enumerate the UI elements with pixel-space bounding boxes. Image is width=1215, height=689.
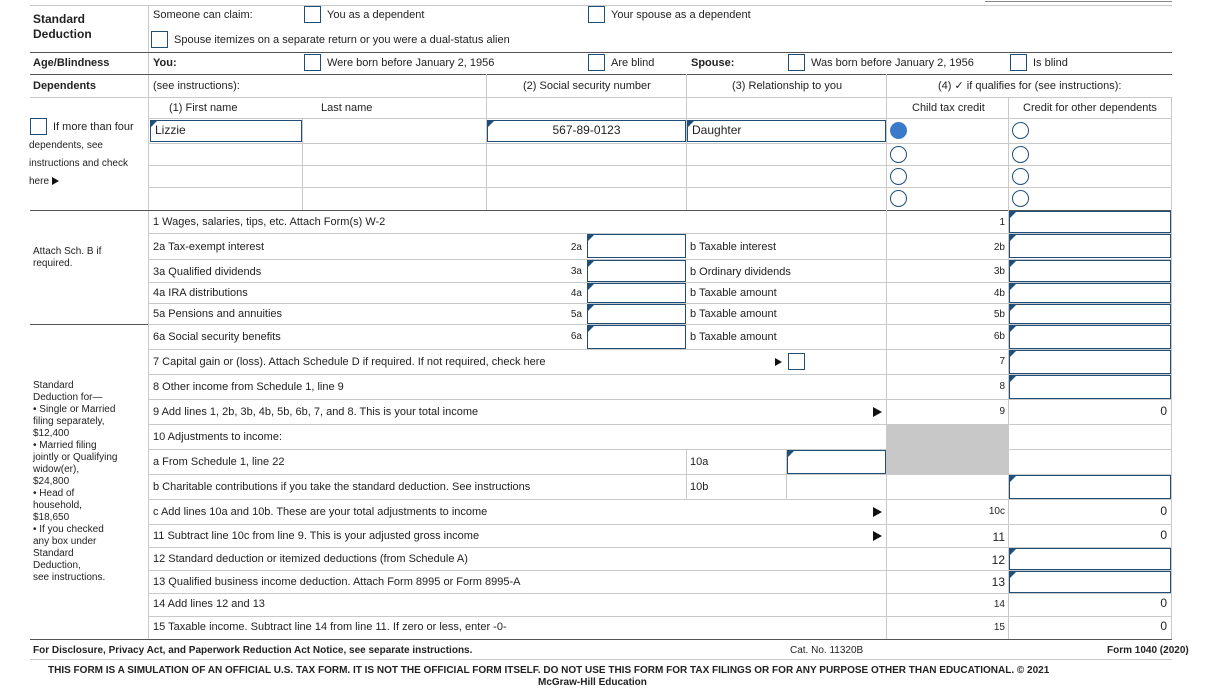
divider [886,74,887,640]
line-13-number: 13 [991,575,1005,589]
divider [985,1,1172,2]
arrow-right-icon [873,507,882,517]
shaded-cell [887,425,1008,474]
line-3a-label: 3a Qualified dividends [153,266,262,278]
arrow-right-icon [52,177,59,185]
line-2a-input[interactable] [587,234,686,258]
line-10a-input[interactable] [787,450,886,474]
line-10b-input[interactable] [1009,475,1171,499]
someone-can-claim-label: Someone can claim: [153,9,253,21]
dependent-2-other-credit-radio[interactable] [1012,146,1029,163]
line-3a-number: 3a [570,266,582,277]
standard-deduction-heading: Standard Deduction [33,12,92,41]
line-9-number: 9 [999,406,1005,417]
line-12-number: 12 [991,553,1005,567]
line-14-value: 0 [1160,596,1167,610]
line-15-number: 15 [993,622,1005,633]
standard-deduction-note: Standard Deduction for— • Single or Married filing separately, $12,400 • Married filing jointly or Qualifying widow(er), $24,800 • Head of household, $18,650 • If you checked any box under Standard Deduction, see instructions. [33,380,118,583]
line-10b-number: 10b [690,481,709,493]
you-as-dependent-checkbox[interactable] [304,6,321,23]
see-instructions-label: (see instructions): [153,80,240,92]
dependent-1-other-credit-radio[interactable] [1012,122,1029,139]
more-than-four-label: instructions and check [29,158,128,169]
divider [148,399,1172,400]
line-13-label: 13 Qualified business income deduction. Attach Form 8995 or Form 8995-A [153,576,521,588]
you-label: You: [153,57,177,69]
spouse-as-dependent-checkbox[interactable] [588,6,605,23]
you-as-dependent-label: You as a dependent [327,9,425,21]
spouse-label: Spouse: [691,57,735,69]
dependent-3-child-tax-credit-radio[interactable] [890,168,907,185]
divider [30,52,1172,53]
divider [686,74,687,210]
line-7-label: 7 Capital gain or (loss). Attach Schedule D if required. If not required, check here [153,356,546,368]
spouse-itemizes-checkbox[interactable] [151,31,168,48]
dependent-1-relationship-input[interactable]: Daughter [687,120,886,142]
dependent-4-child-tax-credit-radio[interactable] [890,190,907,207]
spouse-born-before-checkbox[interactable] [788,54,805,71]
line-10c-label: c Add lines 10a and 10b. These are your total adjustments to income [153,506,488,518]
line-5b-number: 5b [993,309,1005,320]
line-10a-number: 10a [690,456,709,468]
line-2b-input[interactable] [1009,234,1171,258]
child-tax-credit-header: Child tax credit [912,102,985,114]
attach-schedule-b-note: Attach Sch. B if required. [33,246,102,269]
line-14-label: 14 Add lines 12 and 13 [153,598,265,610]
line-7-capital-gain-checkbox[interactable] [788,353,805,370]
line-4a-label: 4a IRA distributions [153,287,248,299]
line-10a-label: a From Schedule 1, line 22 [153,456,285,468]
line-10-label: 10 Adjustments to income: [153,431,283,443]
line-7-input[interactable] [1009,350,1171,374]
line-9-total-income-value: 0 [1160,404,1167,418]
divider [302,118,303,210]
arrow-right-icon [775,358,782,366]
line-11-agi-value: 0 [1160,528,1167,542]
line-15-taxable-income-value: 0 [1160,619,1167,633]
line-11-label: 11 Subtract line 10c from line 9. This is your adjusted gross income [153,530,480,542]
line-14-number: 14 [993,599,1005,610]
divider [148,424,1172,425]
dependent-1-first-name-input[interactable]: Lizzie [150,120,302,142]
line-10c-total-adjustments-value: 0 [1160,504,1167,518]
ssn-column-header: (2) Social security number [523,80,651,92]
more-than-four-checkbox[interactable] [30,118,47,135]
line-2b-number: 2b [993,242,1005,253]
line-5b-input[interactable] [1009,304,1171,324]
line-6a-number: 6a [570,331,582,342]
line-4a-input[interactable] [587,283,686,303]
line-5b-label: b Taxable amount [690,308,777,320]
spouse-as-dependent-label: Your spouse as a dependent [611,9,751,21]
line-13-input[interactable] [1009,571,1171,593]
publisher-name: McGraw-Hill Education [538,677,647,688]
line-5a-input[interactable] [587,304,686,324]
line-9-label: 9 Add lines 1, 2b, 3b, 4b, 5b, 6b, 7, and 8. This is your total income [153,406,479,418]
line-6b-number: 6b [993,331,1005,342]
age-blindness-label: Age/Blindness [33,57,110,69]
you-blind-checkbox[interactable] [588,54,605,71]
more-than-four-label: here [29,176,50,187]
last-name-column-header: Last name [321,102,373,114]
divider [686,449,687,499]
you-born-before-checkbox[interactable] [304,54,321,71]
line-2a-number: 2a [570,242,582,253]
dependent-1-child-tax-credit-radio[interactable] [890,122,907,139]
divider [148,616,1172,617]
divider [30,210,1172,211]
more-than-four-label: If more than four [53,121,134,133]
catalog-number: Cat. No. 11320B [790,645,864,656]
dependent-4-other-credit-radio[interactable] [1012,190,1029,207]
line-6a-label: 6a Social security benefits [153,331,281,343]
relationship-column-header: (3) Relationship to you [732,80,843,92]
line-3b-input[interactable] [1009,260,1171,282]
line-10b-label: b Charitable contributions if you take the standard deduction. See instructions [153,481,531,493]
line-1-number: 1 [999,217,1005,228]
divider [1171,97,1172,640]
line-4b-input[interactable] [1009,283,1171,303]
line-8-number: 8 [999,381,1005,392]
line-2a-label: 2a Tax-exempt interest [153,241,265,253]
line-12-input[interactable] [1009,548,1171,570]
other-dependents-credit-header: Credit for other dependents [1023,102,1157,114]
divider [30,74,1172,75]
line-3b-number: 3b [993,266,1005,277]
form-id: Form 1040 (2020) [1107,645,1189,656]
line-12-label: 12 Standard deduction or itemized deductions (from Schedule A) [153,553,468,565]
divider [148,499,1172,500]
line-5a-number: 5a [570,309,582,320]
qualifies-column-header: (4) ✓ if qualifies for (see instructions): [938,80,1122,92]
divider [148,524,1172,525]
line-8-label: 8 Other income from Schedule 1, line 9 [153,381,344,393]
line-1-label: 1 Wages, salaries, tips, etc. Attach Form(s) W-2 [153,216,386,228]
divider [30,97,1172,98]
line-6b-input[interactable] [1009,325,1171,349]
line-5a-label: 5a Pensions and annuities [153,308,283,320]
line-4b-number: 4b [993,288,1005,299]
simulation-disclaimer: THIS FORM IS A SIMULATION OF AN OFFICIAL U.S. TAX FORM. IT IS NOT THE OFFICIAL FORM ITSELF. DO NOT USE THIS FORM FOR TAX FILINGS OR FOR ANY PURPOSE OTHER THAN EDUCATIONAL. © 2021 [48,665,1050,676]
more-than-four-label: dependents, see [29,140,103,151]
divider [148,593,1172,594]
spouse-born-before-label: Was born before January 2, 1956 [811,57,974,69]
line-6b-label: b Taxable amount [690,331,777,343]
line-10c-number: 10c [988,506,1005,517]
you-born-before-label: Were born before January 2, 1956 [327,57,495,69]
arrow-right-icon [873,531,882,541]
divider [30,639,1172,640]
first-name-column-header: (1) First name [169,102,238,114]
dependent-3-other-credit-radio[interactable] [1012,168,1029,185]
you-blind-label: Are blind [611,57,655,69]
dependent-2-child-tax-credit-radio[interactable] [890,146,907,163]
line-2b-label: b Taxable interest [690,241,777,253]
divider [148,5,149,640]
line-15-label: 15 Taxable income. Subtract line 14 from line 11. If zero or less, enter -0- [153,621,507,633]
line-3b-label: b Ordinary dividends [690,266,791,278]
line-8-input[interactable] [1009,375,1171,399]
divider [30,324,148,325]
line-4a-number: 4a [570,288,582,299]
spouse-itemizes-label: Spouse itemizes on a separate return or you were a dual-status alien [174,34,510,46]
divider [30,659,1172,660]
disclosure-notice: For Disclosure, Privacy Act, and Paperwork Reduction Act Notice, see separate instructions. [33,645,473,656]
arrow-right-icon [873,407,882,417]
spouse-blind-label: Is blind [1033,57,1068,69]
spouse-blind-checkbox[interactable] [1010,54,1027,71]
line-4b-label: b Taxable amount [690,287,777,299]
divider [486,74,487,210]
divider [148,449,1172,450]
line-11-number: 11 [992,530,1005,544]
line-3a-input[interactable] [587,260,686,282]
line-7-number: 7 [999,356,1005,367]
line-1-input[interactable] [1009,211,1171,233]
line-6a-input[interactable] [587,325,686,349]
dependent-1-ssn-input[interactable]: 567-89-0123 [487,120,686,142]
dependents-label: Dependents [33,80,96,92]
